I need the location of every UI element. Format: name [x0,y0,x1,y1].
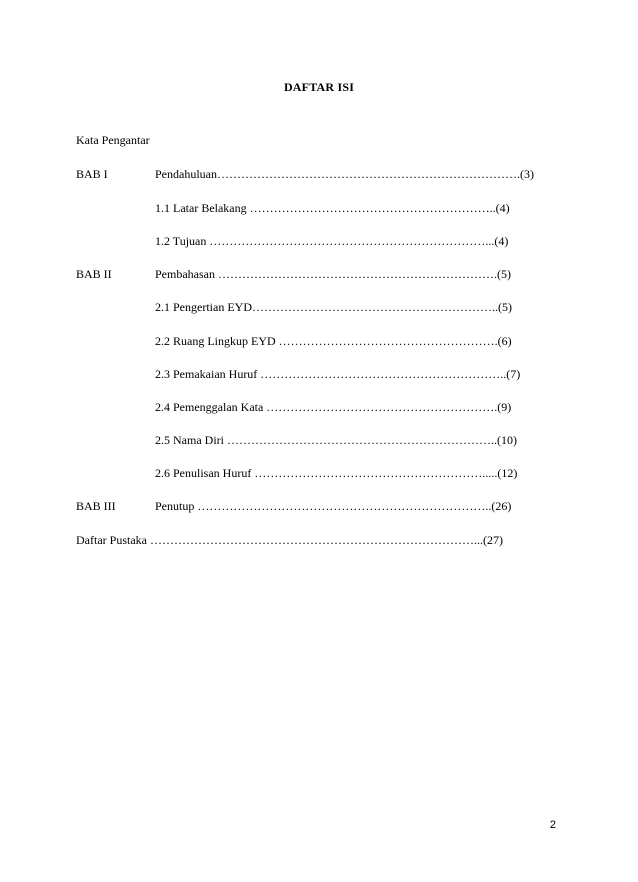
toc-bab3-label: BAB III [76,499,116,513]
page-number: 2 [549,819,556,831]
toc-bab3-entry: Penutup ………………………………………………………………..(26) [155,499,512,513]
toc-sub-1-2: 1.2 Tujuan ……………………………………………………………...(4) [155,234,509,248]
toc-sub-1-1: 1.1 Latar Belakang ……………………………………………………..(4) [155,201,510,215]
page-title: DAFTAR ISI [283,80,355,94]
toc-bab1-entry: Pendahuluan………………………………………………………………….(3) [155,167,534,181]
toc-sub-2-3: 2.3 Pemakaian Huruf ……………………………………………………..(7) [155,367,521,381]
toc-bab2-label: BAB II [76,267,112,281]
toc-daftar-pustaka: Daftar Pustaka ………………………………………………………………………...(27) [76,533,503,547]
toc-sub-2-1: 2.1 Pengertian EYD……………………………………………………..(5) [155,300,512,314]
toc-sub-2-2: 2.2 Ruang Lingkup EYD ……………………………………………….(6) [155,334,512,348]
toc-kata-pengantar: Kata Pengantar [76,133,150,147]
toc-bab1-label: BAB I [76,167,108,181]
toc-sub-2-4: 2.4 Pemenggalan Kata ………………………………………………….(9) [155,400,512,414]
toc-bab2-entry: Pembahasan …………………………………………………………….(5) [155,267,511,281]
toc-sub-2-5: 2.5 Nama Diri …………………………………………………………..(10) [155,433,517,447]
toc-sub-2-6: 2.6 Penulisan Huruf ………………………………………………….....(12) [155,466,518,480]
